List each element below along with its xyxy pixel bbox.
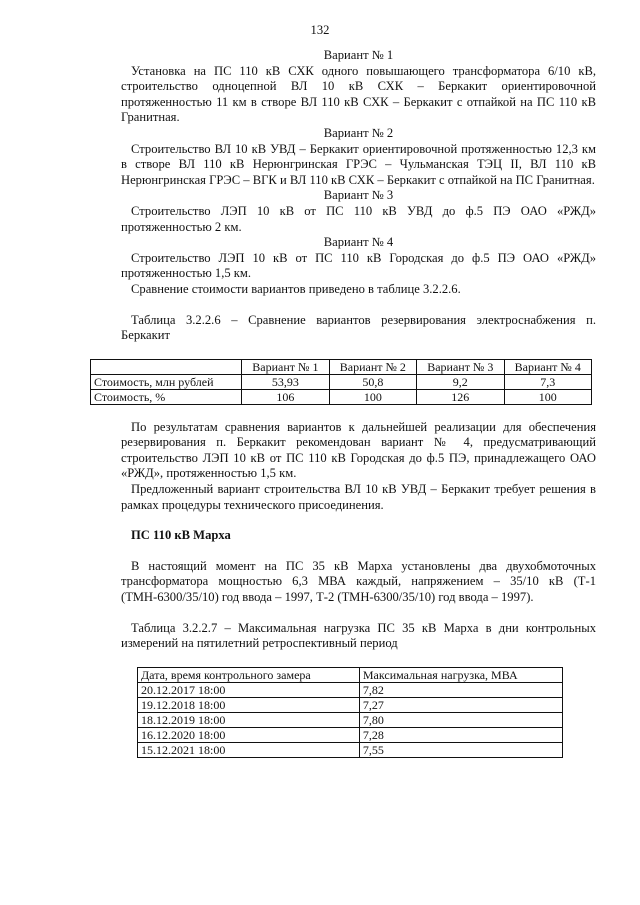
table-cell: 126	[417, 389, 504, 404]
table-header-cell: Дата, время контрольного замера	[138, 667, 360, 682]
variants-cost-table	[90, 359, 592, 405]
table-row	[138, 682, 563, 697]
conclusion-text: По результатам сравнения вариантов к дальнейшей реализации для обеспечения резервирования п. Беркакит рекомендован вариант № 4, предусматривающий строительство ЛЭП 10 кВ от ПС 110 кВ Городская до ф.5 ПЭ, принадлежащего ОАО «РЖД», протяженностью 1,5 км.	[121, 419, 596, 481]
page-content	[94, 48, 596, 758]
table-header-cell: Вариант № 3	[417, 359, 504, 374]
variant-4-text: Строительство ЛЭП 10 кВ от ПС 110 кВ Городская до ф.5 ПЭ ОАО «РЖД» протяженностью 1,5 км.	[121, 250, 596, 281]
table-row	[138, 727, 563, 742]
table-cell: 53,93	[242, 374, 329, 389]
table-cell: Стоимость, млн рублей	[91, 374, 242, 389]
table-header-cell: Вариант № 2	[329, 359, 416, 374]
variant-4-title: Вариант № 4	[323, 235, 394, 250]
table-cell: 9,2	[417, 374, 504, 389]
table-cell: 7,3	[504, 374, 591, 389]
table-cell: 100	[504, 389, 591, 404]
table-cell: 20.12.2017 18:00	[138, 682, 360, 697]
page-number: 132	[310, 23, 330, 37]
section-text: В настоящий момент на ПС 35 кВ Марха установлены два двухобмоточных трансформатора мощностью 6,3 МВА каждый, напряжением – 35/10 кВ (Т-1 (ТМН-6300/35/10) год ввода – 1997, Т-2 (ТМН-6300/35/10) год ввода – 1997).	[121, 558, 596, 605]
table-row	[138, 697, 563, 712]
table-header-cell: Вариант № 1	[242, 359, 329, 374]
section-title: ПС 110 кВ Марха	[131, 528, 231, 543]
table2-caption: Таблица 3.2.2.7 – Максимальная нагрузка ПС 35 кВ Марха в дни контрольных измерений на пятилетний ретроспективный период	[121, 620, 596, 651]
table-header-cell	[91, 359, 242, 374]
table-cell: 18.12.2019 18:00	[138, 712, 360, 727]
table-cell: 16.12.2020 18:00	[138, 727, 360, 742]
variant-2-text: Строительство ВЛ 10 кВ УВД – Беркакит ориентировочной протяженностью 12,3 км в створе ВЛ 110 кВ Нерюнгринская ГРЭС – Чульманская ТЭЦ II, ВЛ 110 кВ Нерюнгринская ГРЭС – ВГК и ВЛ 110 кВ СХК – Беркакит с отпайкой на ПС Гранитная.	[121, 141, 596, 187]
table-cell: 100	[329, 389, 416, 404]
variant-1-text: Установка на ПС 110 кВ СХК одного повышающего трансформатора 6/10 кВ, строительство одноцепной ВЛ 10 кВ СХК – Беркакит ориентировочной протяженностью 11 км в створе ВЛ 110 кВ СХК – Беркакит с отпайкой на ПС 110 кВ Гранитная.	[121, 63, 596, 125]
table-cell: 7,27	[359, 697, 562, 712]
table-cell: 50,8	[329, 374, 416, 389]
variant-1-title: Вариант № 1	[323, 48, 394, 62]
table-header-cell: Вариант № 4	[504, 359, 591, 374]
table-cell: 7,28	[359, 727, 562, 742]
max-load-table	[137, 667, 563, 758]
table-header-row	[91, 359, 592, 374]
variant-3-title: Вариант № 3	[323, 188, 394, 203]
proposed-text: Предложенный вариант строительства ВЛ 10 кВ УВД – Беркакит требует решения в рамках процедуры технического присоединения.	[121, 482, 596, 512]
table-cell: 7,80	[359, 712, 562, 727]
table-header-cell: Максимальная нагрузка, МВА	[359, 667, 562, 682]
table-row	[138, 742, 563, 757]
table-cell: 7,82	[359, 682, 562, 697]
table-row	[91, 389, 592, 404]
table-cell: 7,55	[359, 742, 562, 757]
variant-3-text: Строительство ЛЭП 10 кВ от ПС 110 кВ УВД до ф.5 ПЭ ОАО «РЖД» протяженностью 2 км.	[121, 203, 596, 234]
comparison-intro: Сравнение стоимости вариантов приведено в таблице 3.2.2.6.	[131, 281, 461, 296]
table-row	[91, 374, 592, 389]
variant-2-title: Вариант № 2	[323, 125, 394, 140]
table1-caption: Таблица 3.2.2.6 – Сравнение вариантов резервирования электроснабжения п. Беркакит	[121, 312, 596, 343]
table-cell: Стоимость, %	[91, 389, 242, 404]
table-cell: 106	[242, 389, 329, 404]
table-header-row	[138, 667, 563, 682]
table-row	[138, 712, 563, 727]
table-cell: 19.12.2018 18:00	[138, 697, 360, 712]
table-cell: 15.12.2021 18:00	[138, 742, 360, 757]
